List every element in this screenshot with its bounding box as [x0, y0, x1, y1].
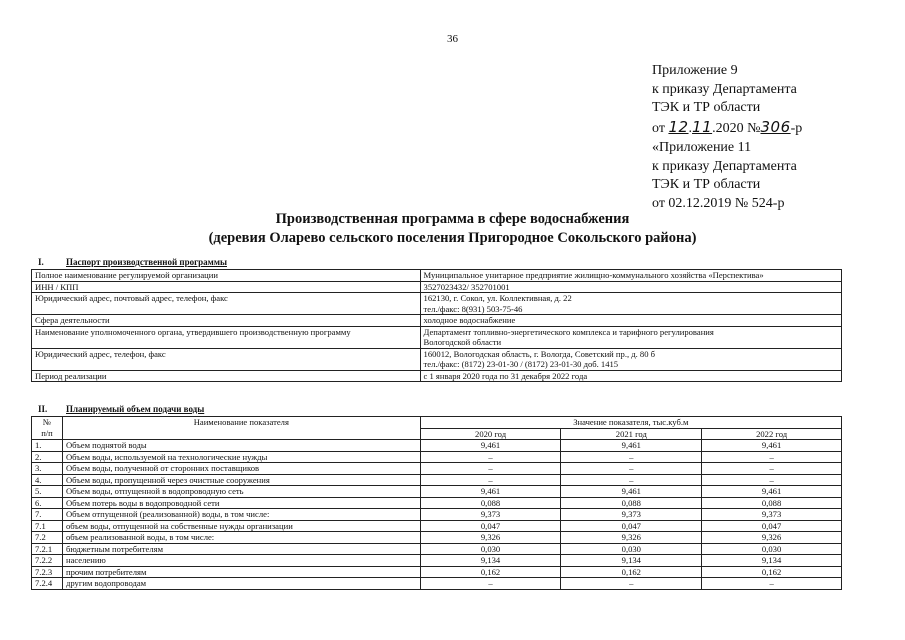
table-row: [32, 486, 842, 498]
passport-value: [420, 348, 841, 370]
row-name: другим водопроводам: [62, 578, 420, 590]
row-value: –: [702, 474, 842, 486]
document-subtitle: (деревия Оларево сельского поселения Пригородное Сокольского района): [208, 230, 697, 246]
passport-value: 3527023432/ 352701001: [420, 281, 841, 293]
passport-value: холодное водоснабжение: [420, 315, 841, 327]
row-value: 9,461: [561, 486, 702, 498]
header-line: п/п: [41, 427, 53, 438]
passport-label: Юридический адрес, телефон, факс: [32, 348, 421, 370]
row-name: Объем поднятой воды: [62, 440, 420, 452]
column-header-year: 2022 год: [702, 428, 842, 440]
row-value: 9,326: [420, 532, 561, 544]
row-value: –: [702, 578, 842, 590]
table-row: [32, 543, 842, 555]
appendix-line: ТЭК и ТР области: [652, 177, 761, 193]
row-number: 7.2: [32, 532, 63, 544]
row-value: –: [561, 578, 702, 590]
row-value: 9,326: [561, 532, 702, 544]
row-number: 7.2.4: [32, 578, 63, 590]
row-value: 9,373: [702, 509, 842, 521]
date-year: .2020 №: [712, 121, 761, 137]
section-title: Паспорт производственной программы: [66, 257, 227, 267]
table-row: [32, 315, 842, 327]
appendix-line: «Приложение 11: [652, 139, 752, 155]
appendix-line: к приказу Департамента: [652, 158, 797, 174]
table-row: [32, 370, 842, 382]
passport-label: Полное наименование регулируемой организации: [32, 270, 421, 282]
row-value: 0,030: [561, 543, 702, 555]
document-title: Производственная программа в сфере водоснабжения: [275, 211, 630, 227]
row-number: 5.: [32, 486, 63, 498]
row-value: –: [561, 463, 702, 475]
passport-value-line: Департамент топливно-энергетического комплекса и тарифного регулирования: [423, 326, 714, 337]
passport-value-line: Вологодской области: [423, 337, 502, 347]
row-value: 9,134: [561, 555, 702, 567]
table-row: [32, 566, 842, 578]
row-value: 9,326: [702, 532, 842, 544]
column-header-year: 2020 год: [420, 428, 561, 440]
row-value: –: [420, 451, 561, 463]
row-value: 9,461: [561, 440, 702, 452]
row-value: 9,134: [702, 555, 842, 567]
row-name: Объем воды, полученной от сторонних поставщиков: [62, 463, 420, 475]
row-number: 4.: [32, 474, 63, 486]
passport-value: [420, 293, 841, 315]
table-row: [32, 270, 842, 282]
row-name: объем воды, отпущенной на собственные нужды организации: [62, 520, 420, 532]
section-number: II.: [38, 404, 48, 414]
passport-value: с 1 января 2020 года по 31 декабря 2022 года: [420, 370, 841, 382]
passport-value-line: тел./факс: 8(931) 503-75-46: [423, 303, 523, 314]
passport-table: [31, 269, 842, 382]
passport-value-line: тел./факс: (8172) 23-01-30 / (8172) 23-01-30 доб. 1415: [423, 359, 619, 369]
row-number: 1.: [32, 440, 63, 452]
row-value: 9,461: [420, 440, 561, 452]
row-value: –: [420, 578, 561, 590]
row-value: 9,373: [561, 509, 702, 521]
column-header-year: 2021 год: [561, 428, 702, 440]
row-number: 3.: [32, 463, 63, 475]
passport-value: [420, 326, 841, 348]
appendix-line: к приказу Департамента: [652, 81, 797, 97]
passport-value-line: 160012, Вологодская область, г. Вологда, Советский пр., д. 80 б: [423, 348, 656, 359]
row-name: Объем потерь воды в водопроводной сети: [62, 497, 420, 509]
row-value: 0,088: [420, 497, 561, 509]
row-value: –: [420, 463, 561, 475]
table-row: [32, 326, 842, 348]
column-header-value: Значение показателя, тыс.куб.м: [420, 417, 841, 429]
table-row: [32, 555, 842, 567]
handwritten-number: 306: [760, 118, 791, 137]
row-value: 0,162: [420, 566, 561, 578]
header-line: №: [42, 417, 52, 427]
row-name: Объем воды, используемой на технологические нужды: [62, 451, 420, 463]
page-number: 36: [447, 33, 458, 45]
passport-label: ИНН / КПП: [32, 281, 421, 293]
table-row: [32, 474, 842, 486]
table-header-row: [32, 417, 842, 429]
row-value: –: [702, 451, 842, 463]
section-heading: [38, 257, 227, 267]
passport-label: Период реализации: [32, 370, 421, 382]
passport-label: Наименование уполномоченного органа, утвердившего производственную программу: [32, 326, 421, 348]
row-value: –: [702, 463, 842, 475]
row-number: 7.1: [32, 520, 63, 532]
row-value: 0,047: [561, 520, 702, 532]
row-number: 2.: [32, 451, 63, 463]
row-name: Объем воды, пропущенной через очистные сооружения: [62, 474, 420, 486]
table-row: [32, 578, 842, 590]
section-title: Планируемый объем подачи воды: [66, 404, 205, 414]
handwritten-day: 12: [668, 118, 689, 137]
row-value: 9,461: [702, 486, 842, 498]
row-number: 7.: [32, 509, 63, 521]
appendix-line: ТЭК и ТР области: [652, 100, 761, 116]
appendix-date-line: [652, 118, 802, 139]
row-number: 7.2.1: [32, 543, 63, 555]
row-value: 9,461: [702, 440, 842, 452]
column-header-number: [32, 417, 63, 440]
column-header-name: Наименование показателя: [62, 417, 420, 440]
appendix-block: [652, 62, 802, 214]
row-value: 0,088: [561, 497, 702, 509]
row-value: –: [420, 474, 561, 486]
appendix-line: от 02.12.2019 № 524-р: [652, 195, 785, 211]
table-row: [32, 509, 842, 521]
table-row: [32, 293, 842, 315]
passport-value: Муниципальное унитарное предприятие жилищно-коммунального хозяйства «Перспектива»: [420, 270, 841, 282]
row-name: Объем отпущенной (реализованной) воды, в том числе:: [62, 509, 420, 521]
date-separator: .: [688, 121, 693, 137]
row-value: 0,030: [702, 543, 842, 555]
handwritten-month: 11: [692, 118, 713, 137]
row-value: –: [561, 451, 702, 463]
table-row: [32, 463, 842, 475]
table-row: [32, 497, 842, 509]
appendix-line: Приложение 9: [652, 63, 738, 78]
row-name: объем реализованной воды, в том числе:: [62, 532, 420, 544]
row-value: 0,088: [702, 497, 842, 509]
passport-value-line: 162130, г. Сокол, ул. Коллективная, д. 22: [423, 293, 572, 303]
table-row: [32, 451, 842, 463]
row-number: 7.2.3: [32, 566, 63, 578]
table-row: [32, 532, 842, 544]
row-value: –: [561, 474, 702, 486]
row-name: прочим потребителям: [62, 566, 420, 578]
section-heading: [38, 404, 204, 414]
row-number: 6.: [32, 497, 63, 509]
row-value: 0,047: [420, 520, 561, 532]
row-value: 9,461: [420, 486, 561, 498]
table-row: [32, 348, 842, 370]
row-name: населению: [62, 555, 420, 567]
row-value: 0,030: [420, 543, 561, 555]
date-prefix: от: [652, 121, 669, 137]
table-row: [32, 281, 842, 293]
row-value: 0,162: [702, 566, 842, 578]
section-number: I.: [38, 257, 44, 267]
row-value: 0,047: [702, 520, 842, 532]
row-name: Объем воды, отпущенной в водопроводную сеть: [62, 486, 420, 498]
passport-label: Сфера деятельности: [32, 315, 421, 327]
passport-label: Юридический адрес, почтовый адрес, телефон, факс: [32, 293, 421, 315]
row-value: 9,373: [420, 509, 561, 521]
row-value: 0,162: [561, 566, 702, 578]
table-row: [32, 440, 842, 452]
row-number: 7.2.2: [32, 555, 63, 567]
row-name: бюджетным потребителям: [62, 543, 420, 555]
date-suffix: -р: [790, 121, 803, 137]
row-value: 9,134: [420, 555, 561, 567]
table-row: [32, 520, 842, 532]
water-volume-table: [31, 416, 842, 590]
